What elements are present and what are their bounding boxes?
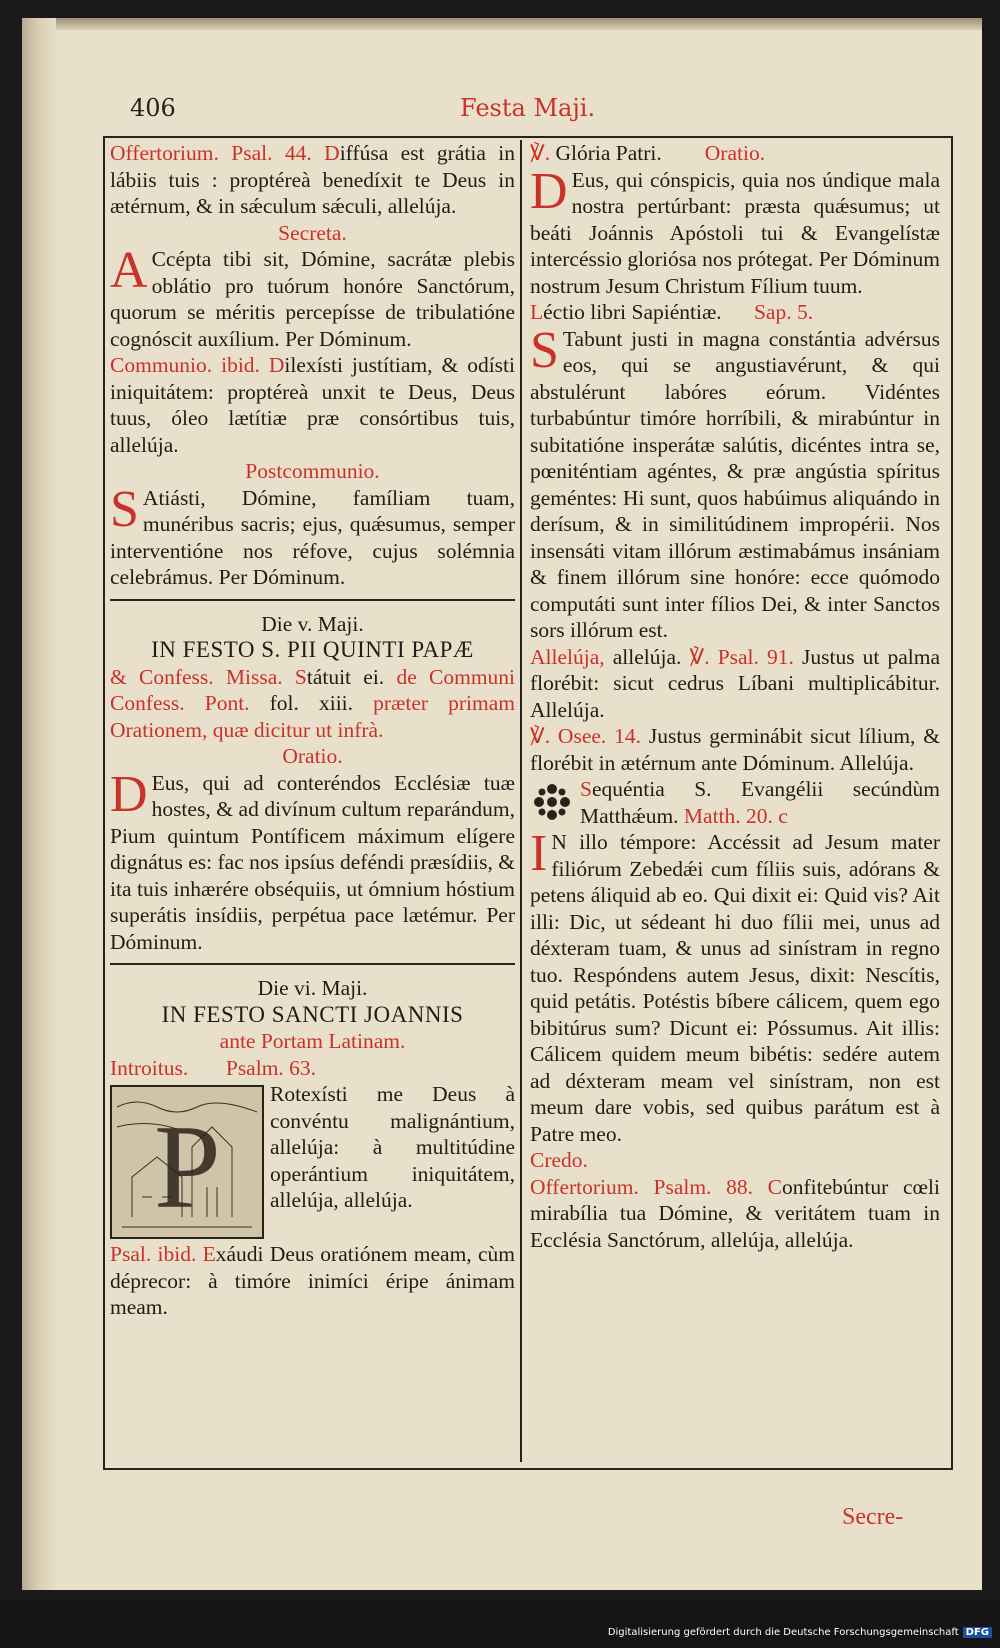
introitus-label: Introitus. (110, 1055, 189, 1080)
footer-credit-text: Digitalisierung gefördert durch die Deutsche Forschungsgemeinschaft (607, 1627, 959, 1638)
die-vi-heading: Die vi. Maji. (257, 976, 368, 1000)
postcommunio-block (110, 480, 515, 591)
left-column (110, 140, 515, 1321)
secreta-block (110, 242, 515, 352)
festum-joannis-heading: IN FESTO SANCTI JOANNIS (161, 1001, 464, 1027)
introitus-line (110, 1055, 515, 1082)
offertorium-text: onfitebúntur cœli mirabília tua Dómine, & veritátem tuam in Ecclésia Sanctórum, allelúja, allelúja. (530, 1174, 940, 1252)
credo: Credo. (530, 1148, 588, 1172)
versicle-mark: ℣. (530, 141, 551, 165)
ps91-text: Justus ut palma florébit: sicut cedrus Líbani multiplicábitur. Allelúja. (530, 644, 941, 722)
oratio-heading: Oratio. (282, 744, 343, 768)
rosette-ornament-icon (530, 780, 574, 824)
missa-block (110, 664, 515, 744)
sequentia-line (530, 776, 940, 829)
missa-red-2: de Communi Confess. Pont. (110, 664, 516, 715)
introitus-block (110, 1081, 515, 1233)
lectio-initial: L (530, 300, 544, 324)
section-rule (110, 599, 515, 601)
column-divider (520, 140, 522, 1462)
offertorium-text: iffúsa est grátia in lábiis tuis : proptéreà benedíxit te Deus in ætérnum, & in sǽculum sǽculi, allelúja. (110, 141, 515, 218)
woodcut-initial-p (110, 1085, 264, 1239)
missa-black-1: tátuit ei. (306, 664, 385, 689)
svg-text:P: P (154, 1100, 221, 1233)
page-top-edge (22, 18, 982, 30)
page-number: 406 (130, 94, 176, 122)
ps91-label: ℣. Psal. 91. (689, 644, 794, 669)
oratio-initial: D (110, 765, 148, 823)
lectio-block (530, 321, 940, 644)
missa-red-3: præter primam Orationem, quæ dicitur ut infrà. (110, 691, 516, 742)
offertorium-block (530, 1174, 940, 1254)
communio-label: Communio. ibid. D (110, 353, 285, 377)
introitus-text: Rotexísti me Deus à convéntu malignántium, allelúja: à multitúdine operántium iniquitátem, allelúja, allelúja. (270, 1082, 515, 1212)
gloria-text: Glória Patri. (555, 141, 662, 165)
postcommunio-text: Atiásti, Dómine, famíliam tuam, munéribus sacris; ejus, quǽsumus, semper interventióne nos réfove, cujus solémnia celebrámus. Per Dóminum. (110, 485, 515, 589)
oratio-text: Eus, qui ad conteréndos Ecclésiæ tuæ hostes, & ad divínum cultum reparándum, Pium quintum Pontíficem máximum elígere dignátus es: fac nos ipsíus deféndi præsídiis, & ita tuis inhærére obséquiis, ut ómnium hóstium superátis insídiis, perpétua pace lætémur. Per Dóminum. (110, 770, 515, 954)
oratio-initial: D (530, 162, 568, 220)
psal-label: Psal. ibid. E (110, 1242, 216, 1266)
psal-text: xáudi Deus oratiónem meam, cùm déprecor: à timóre inimíci éripe ánimam meam. (110, 1242, 515, 1319)
evangelium-initial: I (530, 825, 548, 882)
offertorium-label: Offertorium. Psalm. 88. C (530, 1174, 783, 1199)
alleluia-red: Allelúja, (530, 644, 605, 669)
right-column (530, 140, 940, 1253)
gloria-line (530, 140, 940, 167)
footer-bar (0, 1600, 1000, 1648)
festum-pii-heading: IN FESTO S. PII QUINTI PAPÆ (151, 637, 474, 662)
communio-block (110, 352, 515, 458)
secreta-heading: Secreta. (278, 220, 347, 245)
lectio-title: éctio libri Sapiéntiæ. (543, 300, 722, 324)
oratio-block (110, 765, 515, 956)
communio-text: ilexísti justítiam, & odísti iniquitátem: proptéreà unxit te Deus, Deus tuus, óleo lætítiæ præ consórtibus tuis, allelúja. (110, 353, 515, 457)
introitus-psalm: Psalm. 63. (225, 1055, 317, 1080)
catchword: Secre- (842, 1504, 904, 1530)
sequentia-initial: S (580, 777, 592, 801)
die-v-heading: Die v. Maji. (261, 611, 364, 636)
evangelium-text: N illo témpore: Accéssit ad Jesum mater filiórum Zebedǽi cum fíliis suis, adórans & petens áliquid ab eo. Qui dixit ei: Quid vis? Ait illi: Dic, ut sédeant hi duo fílii mei, unus ad déxteram tuam, & unus ad sinístram in regno tuo. Respóndens autem Jesus, dixit: Nescítis, quid petátis. Potéstis bíbere cálicem, quem ego bibitúrus sum? Dicunt ei: Póssumus. Ait illis: Cálicem quidem meum bibétis: sedére autem ad déxteram meam vel sinístram, non est meum dare vobis, sed quibus parátum est à Patre meo. (530, 830, 940, 1146)
psal-block (110, 1241, 515, 1321)
lectio-ref: Sap. 5. (753, 300, 814, 324)
postcommunio-heading: Postcommunio. (245, 459, 380, 483)
missa-black-2: fol. xiii. (269, 691, 354, 715)
oratio-heading: Oratio. (704, 141, 766, 165)
postcommunio-initial: S (110, 480, 139, 538)
osee-line (530, 723, 940, 776)
sequentia-text: equéntia S. Evangélii secúndùm Matthǽum. (580, 777, 940, 828)
secreta-text: Ccépta tibi sit, Dómine, sacrátæ plebis oblátio pro tuórum honóre Sanctórum, quorum se méritis percepísse de tribulatióne cognóscit auxílium. Per Dóminum. (110, 247, 515, 351)
osee-text: Justus germinábit sicut lílium, & florébit in ætérnum ante Dóminum. Allelúja. (530, 724, 940, 775)
lectio-line (530, 299, 940, 326)
matth-ref: Matth. 20. c (683, 803, 788, 828)
oratio-text: Eus, qui cónspicis, quia nos úndique mala nostra pertúrbant: præsta quǽsumus; ut beáti Joánnis Apóstoli tui & Evangelístæ intercéssio gloriósa nos prótegat. Per Dóminum nostrum Jesum Christum Fílium tuum. (530, 167, 940, 298)
secreta-initial: A (110, 242, 148, 299)
dfg-logo: DFG (963, 1627, 992, 1638)
sequentia-block (530, 776, 940, 829)
lectio-dropcap: S (530, 321, 559, 379)
ante-portam-heading: ante Portam Latinam. (219, 1029, 406, 1053)
osee-label: ℣. Osee. 14. (530, 724, 641, 748)
alleluia-black: allelúja. (612, 644, 682, 669)
footer-credit (608, 1627, 992, 1638)
oratio-block (530, 162, 940, 300)
woodcut-illustration (112, 1087, 262, 1237)
section-rule (110, 963, 515, 965)
lectio-body: Tabunt justi in magna constántia advérsus eos, qui se angustiavérunt, & qui abstulérunt labóres eórum. Vidéntes turbabúntur timóre horríbili, & mirabúntur in subitatióne insperátæ salútis, dicéntes intra se, pœniténtiam agéntes, & præ angústia spíritus geméntes: Hi sunt, quos habúimus aliquándo in derísum, & in similitúdinem impropérii. Nos insensáti vitam illórum æstimabámus insániam & finem illórum sine honóre: ecce quómodo computáti sunt inter fílios Dei, & inter Sanctos sors illórum est. (530, 326, 940, 642)
missa-red-1: & Confess. Missa. S (110, 664, 307, 689)
offertorium-label: Offertorium. Psal. 44. D (110, 141, 340, 165)
evangelium-block (530, 825, 940, 1147)
offertorium-block (110, 140, 515, 220)
alleluia-line (530, 644, 940, 724)
running-title: Festa Maji. (460, 94, 596, 122)
page-gutter-edge (22, 18, 56, 1590)
